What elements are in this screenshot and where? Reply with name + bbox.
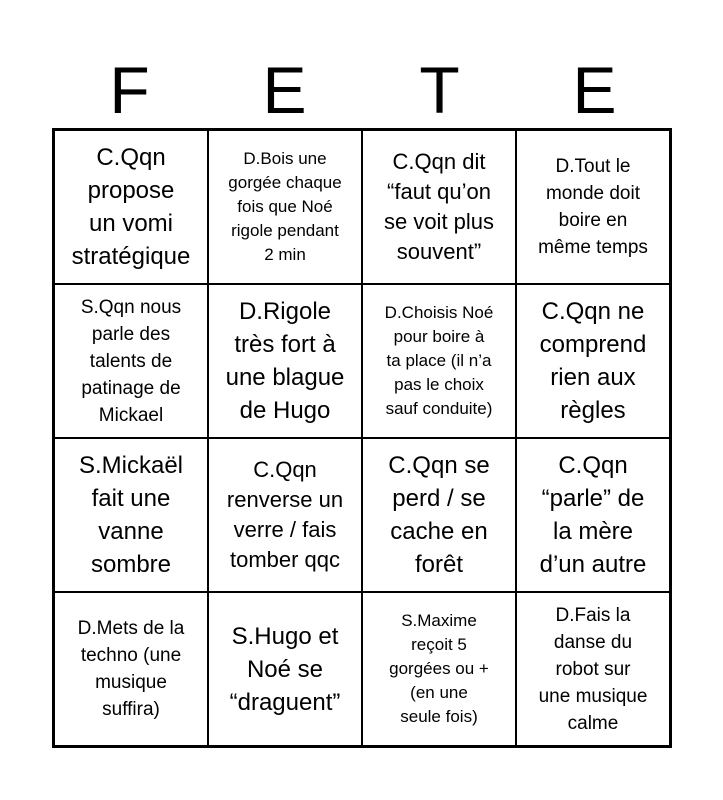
cell-text: C.Qqn propose un vomi stratégique [71,144,191,270]
cell-text: S.Maxime reçoit 5 gorgées ou + (en une seule fois) [389,611,489,726]
cell-text: D.Bois une gorgée chaque fois que Noé rigole pendant 2 min [228,149,342,264]
cell-text: D.Choisis Noé pour boire à ta place (il n’a pas le choix sauf conduite) [384,303,494,418]
bingo-cell [208,130,362,284]
cell-text: C.Qqn renverse un verre / fais tomber qqc [226,457,344,572]
bingo-cell [516,284,670,438]
title-letter: T [419,53,460,127]
bingo-title [52,52,672,128]
cell-text: S.Hugo et Noé se “draguent” [229,622,341,716]
title-letter: E [572,53,617,127]
bingo-cell [516,130,670,284]
bingo-cell [362,592,516,746]
cell-text: C.Qqn dit “faut qu’on se voit plus souvent” [383,149,495,264]
title-letter: F [109,53,150,127]
bingo-cell [54,592,208,746]
cell-text: C.Qqn se perd / se cache en forêt [388,452,490,578]
cell-text: D.Fais la danse du robot sur une musique calme [538,604,648,734]
bingo-cell [208,592,362,746]
bingo-cell [362,438,516,592]
bingo-cell [516,592,670,746]
cell-text: D.Rigole très fort à une blague de Hugo [225,298,345,424]
cell-text: S.Mickaël fait une vanne sombre [78,452,184,578]
bingo-grid [52,128,672,748]
bingo-cell [208,284,362,438]
bingo-cell [208,438,362,592]
bingo-cell [54,284,208,438]
cell-text: C.Qqn ne comprend rien aux règles [539,298,647,424]
bingo-cell [516,438,670,592]
cell-text: S.Qqn nous parle des talents de patinage de Mickael [80,296,182,426]
cell-text: C.Qqn “parle” de la mère d’un autre [539,452,647,578]
cell-text: D.Tout le monde doit boire en même temps [538,156,648,258]
bingo-cell [54,130,208,284]
title-letter: E [262,53,307,127]
bingo-cell [362,284,516,438]
bingo-cell [362,130,516,284]
cell-text: D.Mets de la techno (une musique suffira) [77,618,185,720]
bingo-cell [54,438,208,592]
